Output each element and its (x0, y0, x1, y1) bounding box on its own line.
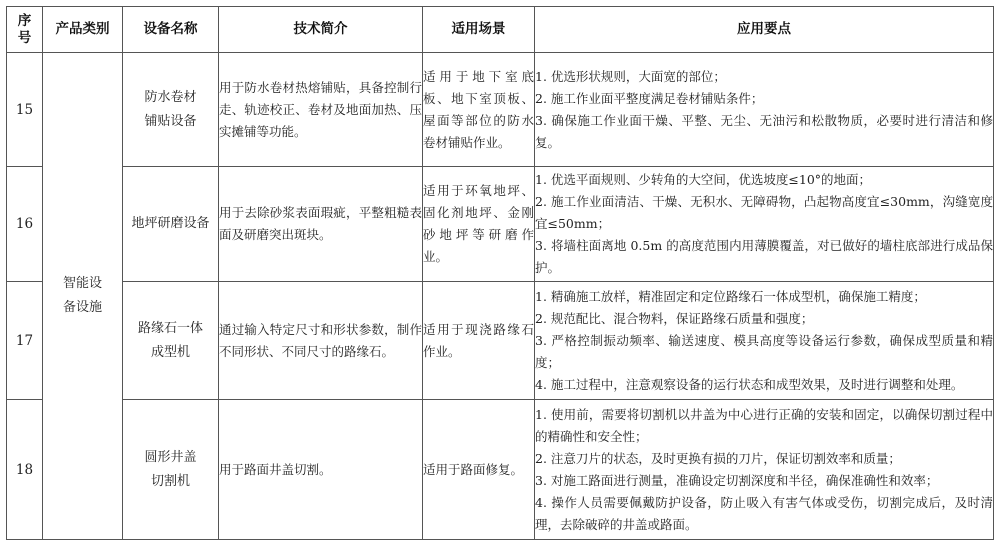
application-points (535, 282, 994, 400)
header-category: 产品类别 (43, 7, 123, 53)
point-item: 2. 施工作业面清洁、干燥、无积水、无障碍物，凸起物高度宜≤30mm，沟缝宽度宜≤50mm； (535, 194, 993, 231)
header-keys: 应用要点 (535, 7, 994, 53)
point-item: 3. 对施工路面进行测量，准确设定切割深度和半径，确保准确性和效率； (535, 472, 939, 488)
row-number: 18 (7, 400, 43, 540)
application-points (535, 53, 994, 167)
device-name: 地坪研磨设备 (123, 167, 219, 282)
header-scene: 适用场景 (423, 7, 535, 53)
device-name: 圆形井盖切割机 (123, 400, 219, 540)
row-number: 15 (7, 53, 43, 167)
point-item: 1. 优选平面规则、少转角的大空间，优选坡度≤10°的地面； (535, 172, 872, 187)
table-row (7, 53, 994, 167)
table-row (7, 167, 994, 282)
header-tech: 技术简介 (219, 7, 423, 53)
point-item: 3. 严格控制振动频率、输送速度、模具高度等设备运行参数，确保成型质量和精度； (535, 332, 993, 370)
header-no: 序号 (7, 7, 43, 53)
row-number: 17 (7, 282, 43, 400)
point-item: 2. 施工作业面平整度满足卷材铺贴条件； (535, 90, 764, 106)
device-name: 防水卷材铺贴设备 (123, 53, 219, 167)
point-item: 1. 优选形状规则，大面宽的部位； (535, 68, 726, 84)
point-item: 3. 确保施工作业面干燥、平整、无尘、无油污和松散物质，必要时进行清洁和修复。 (535, 112, 993, 150)
equipment-spec-table (6, 6, 994, 540)
application-points (535, 400, 994, 540)
table-header-row (7, 7, 994, 53)
point-item: 4. 操作人员需要佩戴防护设备，防止吸入有害气体或受伤，切割完成后，及时清理，去除破碎的井盖或路面。 (535, 494, 993, 532)
tech-intro: 用于防水卷材热熔铺贴，具备控制行走、轨迹校正、卷材及地面加热、压实摊铺等功能。 (219, 53, 423, 167)
point-item: 4. 施工过程中，注意观察设备的运行状态和成型效果，及时进行调整和处理。 (535, 376, 964, 392)
point-item: 1. 使用前，需要将切割机以井盖为中心进行正确的安装和固定，以确保切割过程中的精确性和安全性； (535, 406, 993, 444)
table-row (7, 400, 994, 540)
device-name: 路缘石一体成型机 (123, 282, 219, 400)
point-item: 3. 将墙柱面离地 0.5m 的高度范围内用薄膜覆盖，对已做好的墙柱底部进行成品保护。 (535, 238, 993, 275)
use-scene: 适用于地下室底板、地下室顶板、屋面等部位的防水卷材铺贴作业。 (423, 53, 535, 167)
tech-intro: 用于去除砂浆表面瑕疵，平整粗糙表面及研磨突出斑块。 (219, 167, 423, 282)
row-number: 16 (7, 167, 43, 282)
product-category: 智能设备设施 (43, 53, 123, 540)
use-scene: 适用于现浇路缘石作业。 (423, 282, 535, 400)
point-item: 2. 注意刀片的状态，及时更换有损的刀片，保证切割效率和质量； (535, 450, 901, 466)
header-device: 设备名称 (123, 7, 219, 53)
point-item: 2. 规范配比、混合物料，保证路缘石质量和强度； (535, 310, 814, 326)
application-points (535, 167, 994, 282)
use-scene: 适用于环氧地坪、固化剂地坪、金刚砂地坪等研磨作业。 (423, 167, 535, 282)
tech-intro: 通过输入特定尺寸和形状参数，制作不同形状、不同尺寸的路缘石。 (219, 282, 423, 400)
point-item: 1. 精确施工放样，精准固定和定位路缘石一体成型机，确保施工精度； (535, 288, 926, 304)
tech-intro: 用于路面井盖切割。 (219, 400, 423, 540)
use-scene: 适用于路面修复。 (423, 400, 535, 540)
table-row (7, 282, 994, 400)
